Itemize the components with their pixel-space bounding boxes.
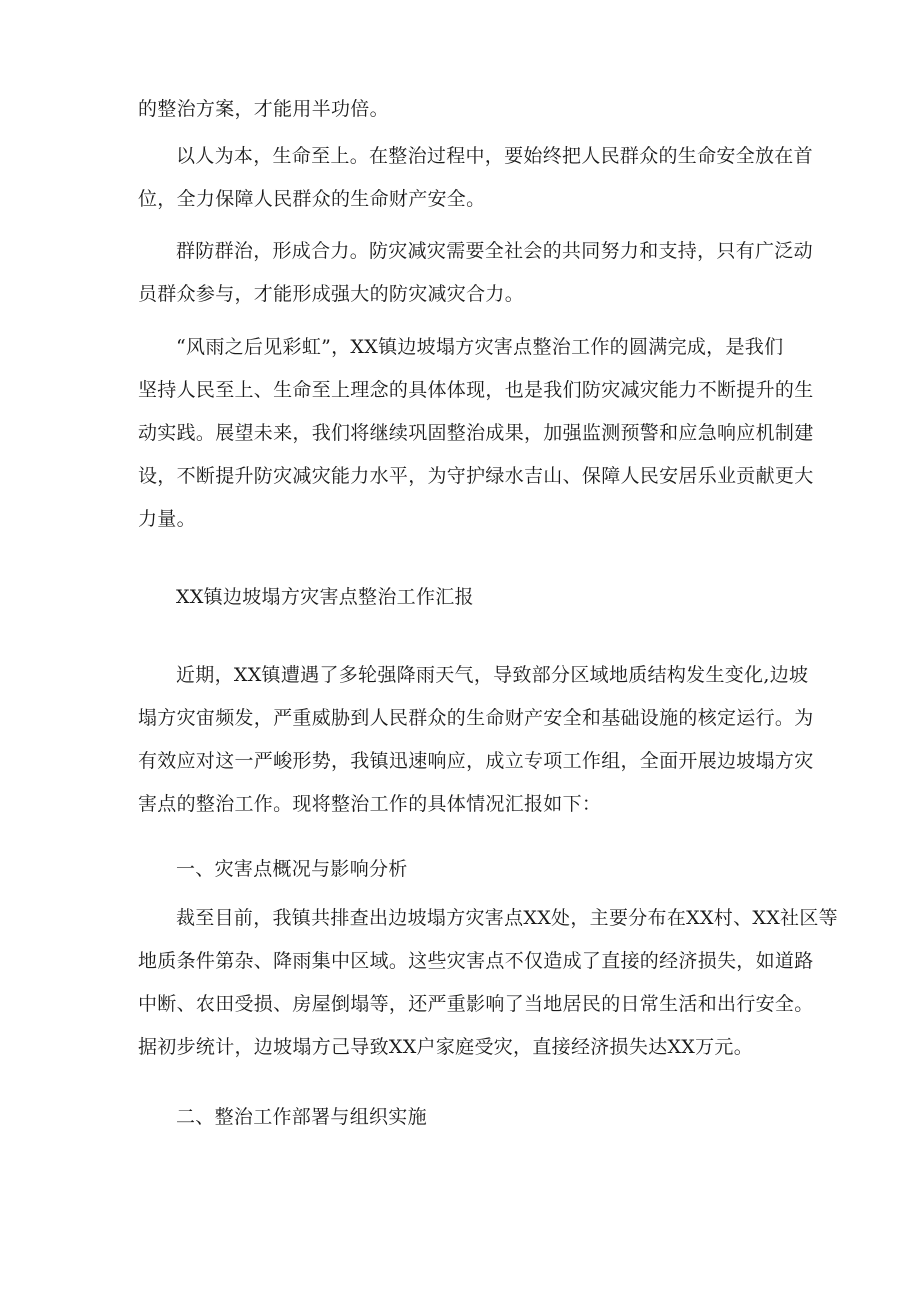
text-line: 裁至目前，我镇共排查出边坡塌方灾害点XX处，主要分布在XX村、XX社区等 [176, 907, 838, 929]
text-line: 动实践。展望未来，我们将继续巩固整治成果，加强监测预警和应急响应机制建 [138, 422, 814, 444]
section-heading-1: 一、灾害点概况与影响分析 [176, 858, 408, 880]
text-line: 坚持人民至上、生命至上理念的具体体现，也是我们防灾减灾能力不断提升的生 [138, 379, 814, 401]
section-heading-2: 二、整治工作部署与组织实施 [176, 1106, 427, 1128]
text-line: 中断、农田受损、房屋倒塌等，还严重影响了当地居民的日常生活和出行安全。 [138, 993, 814, 1015]
text-line: 位，全力保障人民群众的生命财产安全。 [138, 188, 486, 210]
text-line: 群防群治，形成合力。防灾减灾需要全社会的共同努力和支持，只有广泛动 [176, 240, 813, 262]
text-line: 有效应对这一严峻形势，我镇迅速响应，成立专项工作组，全面开展边坡塌方灾 [138, 750, 814, 772]
text-line: “风雨之后见彩虹”，XX镇边坡塌方灾害点整治工作的圆满完成，是我们 [176, 336, 784, 358]
text-line: 地质条件第杂、降雨集中区域。这些灾害点不仅造成了直接的经济损失，如道路 [138, 950, 814, 972]
paragraph-rainbow [138, 326, 814, 541]
text-line: 近期，XX镇遭遇了多轮强降雨天气，导致部分区域地质结构发生变化,边坡 [176, 664, 809, 686]
text-line: 设，不断提升防灾减灾能力水平，为守护绿水吉山、保障人民安居乐业贡献更大 [138, 465, 814, 487]
paragraph-introduction [138, 654, 814, 826]
text-line: 的整治方案，才能用半功倍。 [138, 98, 389, 120]
text-line: 害点的整治工作。现将整治工作的具体情况汇报如下： [138, 793, 602, 815]
paragraph-overview [138, 897, 838, 1069]
text-line: 据初步统计，边坡塌方己导致XX户家庭受灾，直接经济损失达XX万元。 [138, 1036, 754, 1058]
paragraph-continuation [138, 88, 784, 131]
paragraph-joint-prevention [138, 230, 813, 316]
text-line: 员群众参与，才能形成强大的防灾减灾合力。 [138, 283, 525, 305]
text-line: 以人为本，生命至上。在整治过程中，要始终把人民群众的生命安全放在首 [176, 145, 813, 167]
report-title: XX镇边坡塌方灾害点整治工作汇报 [176, 586, 474, 608]
text-line: 力量。 [138, 508, 196, 530]
text-line: 塌方灾宙频发，严重威胁到人民群众的生命财产安全和基础设施的核定运行。为 [138, 707, 814, 729]
paragraph-people-first [138, 135, 813, 221]
